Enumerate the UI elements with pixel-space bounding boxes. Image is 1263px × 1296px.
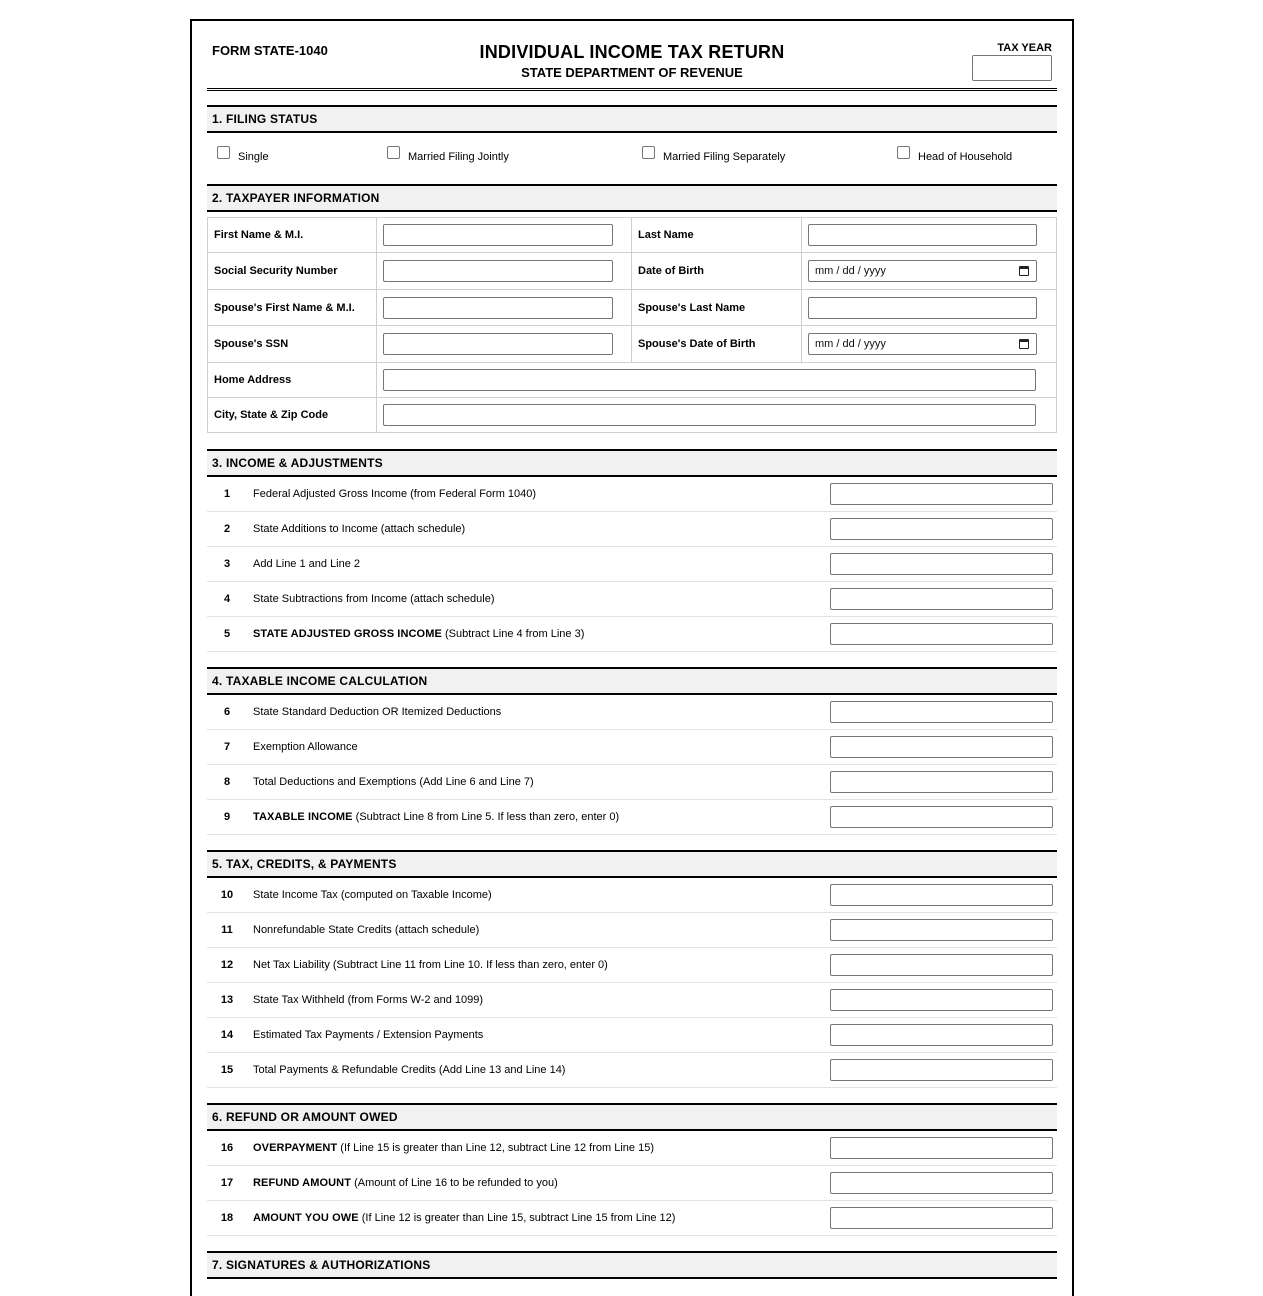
filing-status-label: Head of Household bbox=[918, 151, 1013, 163]
tax-form bbox=[207, 21, 1057, 1272]
line-description: Federal Adjusted Gross Income (from Federal Form 1040) bbox=[253, 488, 537, 500]
line-number: 3 bbox=[223, 558, 231, 570]
ssn-input[interactable] bbox=[383, 260, 613, 282]
line-17-amount-input[interactable] bbox=[830, 1172, 1053, 1194]
line-number: 11 bbox=[221, 924, 233, 936]
line-10 bbox=[207, 878, 1057, 913]
line-15 bbox=[207, 1053, 1057, 1088]
line-number: 13 bbox=[220, 994, 234, 1006]
line-description: State Income Tax (computed on Taxable Income) bbox=[253, 889, 492, 901]
line-number: 5 bbox=[223, 628, 231, 640]
section-taxable-income: 4. TAXABLE INCOME CALCULATION bbox=[207, 667, 1057, 695]
line-description: Net Tax Liability (Subtract Line 11 from Line 10. If less than zero, enter 0) bbox=[253, 959, 608, 971]
line-2-amount-input[interactable] bbox=[830, 518, 1053, 540]
home-address-input[interactable] bbox=[383, 369, 1036, 391]
line-number: 17 bbox=[220, 1177, 234, 1189]
section-income-adjustments: 3. INCOME & ADJUSTMENTS bbox=[207, 449, 1057, 477]
form-subtitle: STATE DEPARTMENT OF REVENUE bbox=[521, 65, 743, 80]
married-separately-checkbox[interactable] bbox=[642, 146, 655, 159]
form-title: INDIVIDUAL INCOME TAX RETURN bbox=[479, 42, 785, 62]
line-16 bbox=[207, 1131, 1057, 1166]
city-state-zip-input[interactable] bbox=[383, 404, 1036, 426]
line-description: Exemption Allowance bbox=[253, 741, 358, 753]
spouse-ssn-label: Spouse's SSN bbox=[208, 326, 377, 363]
spouse-dob-input[interactable] bbox=[808, 333, 1037, 355]
filing-status-single[interactable] bbox=[217, 145, 269, 163]
section-filing-status: 1. FILING STATUS bbox=[207, 105, 1057, 133]
line-7-amount-input[interactable] bbox=[830, 736, 1053, 758]
spouse-first-name-input[interactable] bbox=[383, 297, 613, 319]
last-name-input[interactable] bbox=[808, 224, 1037, 246]
line-2 bbox=[207, 512, 1057, 547]
taxpayer-info-table bbox=[207, 217, 1057, 433]
line-18 bbox=[207, 1201, 1057, 1236]
line-description: State Tax Withheld (from Forms W-2 and 1099) bbox=[253, 994, 484, 1006]
line-description: OVERPAYMENT (If Line 15 is greater than Line 12, subtract Line 12 from Line 15) bbox=[253, 1142, 654, 1154]
line-13-amount-input[interactable] bbox=[830, 989, 1053, 1011]
line-description: STATE ADJUSTED GROSS INCOME (Subtract Line 4 from Line 3) bbox=[253, 628, 585, 640]
line-description: TAXABLE INCOME (Subtract Line 8 from Line 5. If less than zero, enter 0) bbox=[253, 811, 620, 823]
line-5-amount-input[interactable] bbox=[830, 623, 1053, 645]
line-3 bbox=[207, 547, 1057, 582]
line-description: State Standard Deduction OR Itemized Deductions bbox=[253, 706, 502, 718]
table-row bbox=[208, 253, 1057, 290]
line-description: State Additions to Income (attach schedule) bbox=[253, 523, 466, 535]
line-4-amount-input[interactable] bbox=[830, 588, 1053, 610]
line-6-amount-input[interactable] bbox=[830, 701, 1053, 723]
spouse-last-name-label: Spouse's Last Name bbox=[632, 290, 802, 326]
spouse-dob-label: Spouse's Date of Birth bbox=[632, 326, 802, 363]
spouse-last-name-input[interactable] bbox=[808, 297, 1037, 319]
filing-status-head-of-household[interactable] bbox=[897, 145, 1012, 163]
single-checkbox[interactable] bbox=[217, 146, 230, 159]
line-1-amount-input[interactable] bbox=[830, 483, 1053, 505]
line-4 bbox=[207, 582, 1057, 617]
table-row bbox=[208, 398, 1057, 433]
line-16-amount-input[interactable] bbox=[830, 1137, 1053, 1159]
line-number: 15 bbox=[220, 1064, 234, 1076]
table-row bbox=[208, 218, 1057, 253]
line-number: 10 bbox=[220, 889, 234, 901]
line-7 bbox=[207, 730, 1057, 765]
line-12 bbox=[207, 948, 1057, 983]
ssn-label: Social Security Number bbox=[208, 253, 377, 290]
spouse-first-name-label: Spouse's First Name & M.I. bbox=[208, 290, 377, 326]
line-number: 12 bbox=[220, 959, 234, 971]
dob-label: Date of Birth bbox=[632, 253, 802, 290]
line-11-amount-input[interactable] bbox=[830, 919, 1053, 941]
spouse-ssn-input[interactable] bbox=[383, 333, 613, 355]
tax-form-page bbox=[190, 19, 1074, 1296]
form-id: FORM STATE-1040 bbox=[212, 43, 328, 58]
head-of-household-checkbox[interactable] bbox=[897, 146, 910, 159]
section-tax-credits-payments: 5. TAX, CREDITS, & PAYMENTS bbox=[207, 850, 1057, 878]
line-description: AMOUNT YOU OWE (If Line 12 is greater than Line 15, subtract Line 15 from Line 12) bbox=[253, 1212, 676, 1224]
line-number: 4 bbox=[223, 593, 231, 605]
line-14 bbox=[207, 1018, 1057, 1053]
section-refund-amount-owed: 6. REFUND OR AMOUNT OWED bbox=[207, 1103, 1057, 1131]
line-description: Estimated Tax Payments / Extension Payments bbox=[253, 1029, 484, 1041]
dob-placeholder: mm / dd / yyyy bbox=[815, 265, 886, 277]
filing-status-options bbox=[207, 145, 1057, 169]
line-number: 9 bbox=[223, 811, 231, 823]
city-state-zip-label: City, State & Zip Code bbox=[208, 398, 377, 433]
table-row bbox=[208, 290, 1057, 326]
line-9 bbox=[207, 800, 1057, 835]
form-header bbox=[207, 21, 1057, 91]
calendar-icon[interactable] bbox=[1019, 339, 1029, 349]
line-8-amount-input[interactable] bbox=[830, 771, 1053, 793]
line-number: 1 bbox=[223, 488, 231, 500]
line-14-amount-input[interactable] bbox=[830, 1024, 1053, 1046]
first-name-input[interactable] bbox=[383, 224, 613, 246]
line-description: State Subtractions from Income (attach schedule) bbox=[253, 593, 495, 605]
line-number: 2 bbox=[223, 523, 231, 535]
line-description: REFUND AMOUNT (Amount of Line 16 to be refunded to you) bbox=[253, 1177, 558, 1189]
spouse-dob-placeholder: mm / dd / yyyy bbox=[815, 338, 886, 350]
line-3-amount-input[interactable] bbox=[830, 553, 1053, 575]
filing-status-label: Married Filing Jointly bbox=[408, 151, 509, 163]
line-number: 6 bbox=[223, 706, 231, 718]
line-5 bbox=[207, 617, 1057, 652]
line-number: 18 bbox=[220, 1212, 234, 1224]
first-name-label: First Name & M.I. bbox=[208, 218, 377, 253]
line-10-amount-input[interactable] bbox=[830, 884, 1053, 906]
line-description: Nonrefundable State Credits (attach schedule) bbox=[253, 924, 480, 936]
line-6 bbox=[207, 695, 1057, 730]
dob-input[interactable] bbox=[808, 260, 1037, 282]
married-jointly-checkbox[interactable] bbox=[387, 146, 400, 159]
table-row bbox=[208, 363, 1057, 398]
line-12-amount-input[interactable] bbox=[830, 954, 1053, 976]
line-description: Add Line 1 and Line 2 bbox=[253, 558, 361, 570]
tax-year-label: TAX YEAR bbox=[997, 42, 1052, 54]
line-18-amount-input[interactable] bbox=[830, 1207, 1053, 1229]
line-number: 7 bbox=[223, 741, 231, 753]
line-17 bbox=[207, 1166, 1057, 1201]
line-number: 16 bbox=[220, 1142, 234, 1154]
table-row bbox=[208, 326, 1057, 363]
last-name-label: Last Name bbox=[632, 218, 802, 253]
home-address-label: Home Address bbox=[208, 363, 377, 398]
calendar-icon[interactable] bbox=[1019, 266, 1029, 276]
tax-year-input[interactable] bbox=[972, 55, 1052, 81]
line-number: 14 bbox=[220, 1029, 234, 1041]
filing-status-married-jointly[interactable] bbox=[387, 145, 509, 163]
filing-status-label: Single bbox=[238, 151, 269, 163]
line-description: Total Payments & Refundable Credits (Add Line 13 and Line 14) bbox=[253, 1064, 566, 1076]
section-signatures: 7. SIGNATURES & AUTHORIZATIONS bbox=[207, 1251, 1057, 1279]
line-description: Total Deductions and Exemptions (Add Line 6 and Line 7) bbox=[253, 776, 534, 788]
filing-status-label: Married Filing Separately bbox=[663, 151, 786, 163]
line-13 bbox=[207, 983, 1057, 1018]
section-taxpayer-info: 2. TAXPAYER INFORMATION bbox=[207, 184, 1057, 212]
line-15-amount-input[interactable] bbox=[830, 1059, 1053, 1081]
line-8 bbox=[207, 765, 1057, 800]
filing-status-married-separately[interactable] bbox=[642, 145, 785, 163]
line-11 bbox=[207, 913, 1057, 948]
line-1 bbox=[207, 477, 1057, 512]
line-9-amount-input[interactable] bbox=[830, 806, 1053, 828]
line-number: 8 bbox=[223, 776, 231, 788]
